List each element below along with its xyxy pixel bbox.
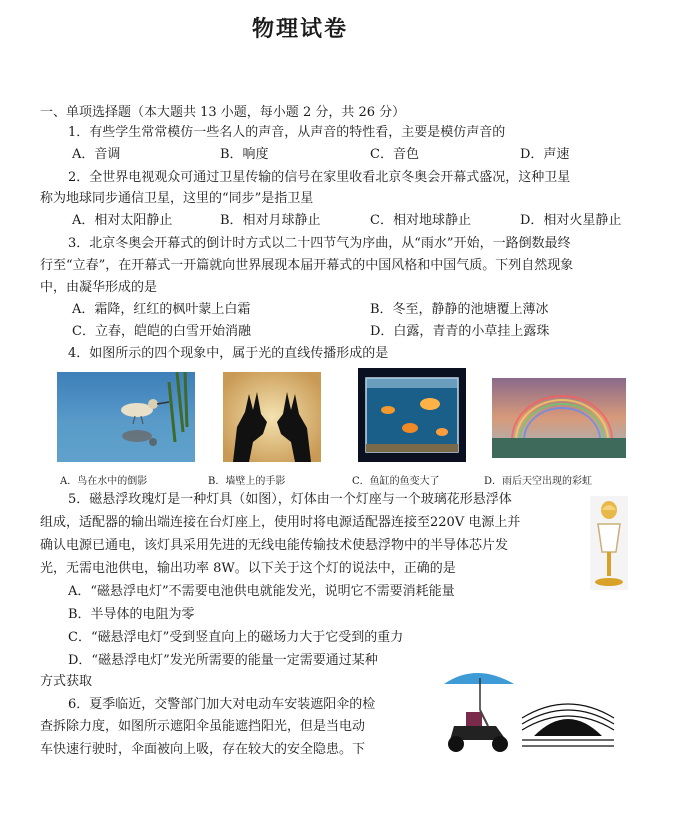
q2-option-b[interactable]: B．相对月球静止 xyxy=(220,213,321,228)
q3-option-b[interactable]: B．冬至，静静的池塘覆上薄冰 xyxy=(370,302,549,317)
fish-tank-image xyxy=(358,368,466,462)
bird-reflection-image xyxy=(57,372,195,462)
q1-stem: 1．有些学生常常模仿一些名人的声音，从声音的特性看，主要是模仿声音的 xyxy=(68,125,506,140)
q4-option-c[interactable]: C．鱼缸的鱼变大了 xyxy=(352,476,440,487)
q1-option-a[interactable]: A．音调 xyxy=(72,147,121,162)
q4-option-b[interactable]: B．墙壁上的手影 xyxy=(208,476,286,487)
q2-option-d[interactable]: D．相对火星静止 xyxy=(520,213,622,228)
q3-stem-line2: 行至“立春”，在开幕式一开篇就向世界展现本届开幕式的中国风格和中国气质。下列自然现象 xyxy=(40,258,574,273)
hand-shadow-image xyxy=(223,372,321,462)
q1-option-c[interactable]: C．音色 xyxy=(370,147,419,162)
q5-stem-line2: 组成，适配器的输出端连接在台灯座上，使用时将电源适配器连接至220V 电源上并 xyxy=(40,515,521,530)
q2-option-a[interactable]: A．相对太阳静止 xyxy=(72,213,173,228)
q2-stem-line2: 称为地球同步通信卫星，这里的“同步”是指卫星 xyxy=(40,191,314,206)
q3-option-c[interactable]: C．立春，皑皑的白雪开始消融 xyxy=(72,324,251,339)
rainbow-image xyxy=(492,378,626,458)
q1-option-b[interactable]: B．响度 xyxy=(220,147,269,162)
q5-option-b[interactable]: B．半导体的电阻为零 xyxy=(68,607,195,622)
q3-option-a[interactable]: A．霜降，红红的枫叶蒙上白霜 xyxy=(72,302,251,317)
q2-option-c[interactable]: C．相对地球静止 xyxy=(370,213,471,228)
q3-option-d[interactable]: D．白露，青青的小草挂上露珠 xyxy=(370,324,550,339)
exam-title: 物理试卷 xyxy=(251,16,348,42)
maglev-lamp-image xyxy=(590,496,628,590)
q1-option-d[interactable]: D．声速 xyxy=(520,147,570,162)
q5-option-d-continued: 方式获取 xyxy=(40,674,93,689)
q6-stem-line3: 车快速行驶时，伞面被向上吸，存在较大的安全隐患。下 xyxy=(40,742,366,757)
q6-stem-line2: 查拆除力度，如图所示遮阳伞虽能遮挡阳光，但是当电动 xyxy=(40,719,366,734)
q5-stem-line1: 5．磁悬浮玫瑰灯是一种灯具（如图），灯体由一个灯座与一个玻璃花形悬浮体 xyxy=(68,492,512,507)
q5-stem-line4: 光，无需电池供电，输出功率 8W。以下关于这个灯的说法中，正确的是 xyxy=(40,561,456,576)
q5-option-a[interactable]: A．“磁悬浮电灯”不需要电池供电就能发光，说明它不需要消耗能量 xyxy=(68,584,455,599)
q3-stem-line1: 3．北京冬奥会开幕式的倒计时方式以二十四节气为序曲，从“雨水”开始，一路倒数最终 xyxy=(68,236,571,251)
section-heading: 一、单项选择题（本大题共 13 小题，每小题 2 分，共 26 分） xyxy=(40,105,406,120)
q3-stem-line3: 中，由凝华形成的是 xyxy=(40,280,158,295)
q5-option-d[interactable]: D．“磁悬浮电灯”发光所需要的能量一定需要通过某种 xyxy=(68,653,378,668)
airflow-diagram xyxy=(518,696,618,752)
q5-stem-line3: 确认电源已通电，该灯具采用先进的无线电能传输技术使悬浮物中的半导体芯片发 xyxy=(40,538,509,553)
q4-option-d[interactable]: D．雨后天空出现的彩虹 xyxy=(484,476,593,487)
q4-option-a[interactable]: A．鸟在水中的倒影 xyxy=(60,476,148,487)
q4-stem: 4．如图所示的四个现象中，属于光的直线传播形成的是 xyxy=(68,346,389,361)
q5-option-c[interactable]: C．“磁悬浮电灯”受到竖直向上的磁场力大于它受到的重力 xyxy=(68,630,404,645)
scooter-umbrella-image xyxy=(436,666,518,756)
q2-stem-line1: 2．全世界电视观众可通过卫星传输的信号在家里收看北京冬奥会开幕式盛况，这种卫星 xyxy=(68,170,571,185)
q6-stem-line1: 6．夏季临近，交警部门加大对电动车安装遮阳伞的检 xyxy=(68,697,376,712)
